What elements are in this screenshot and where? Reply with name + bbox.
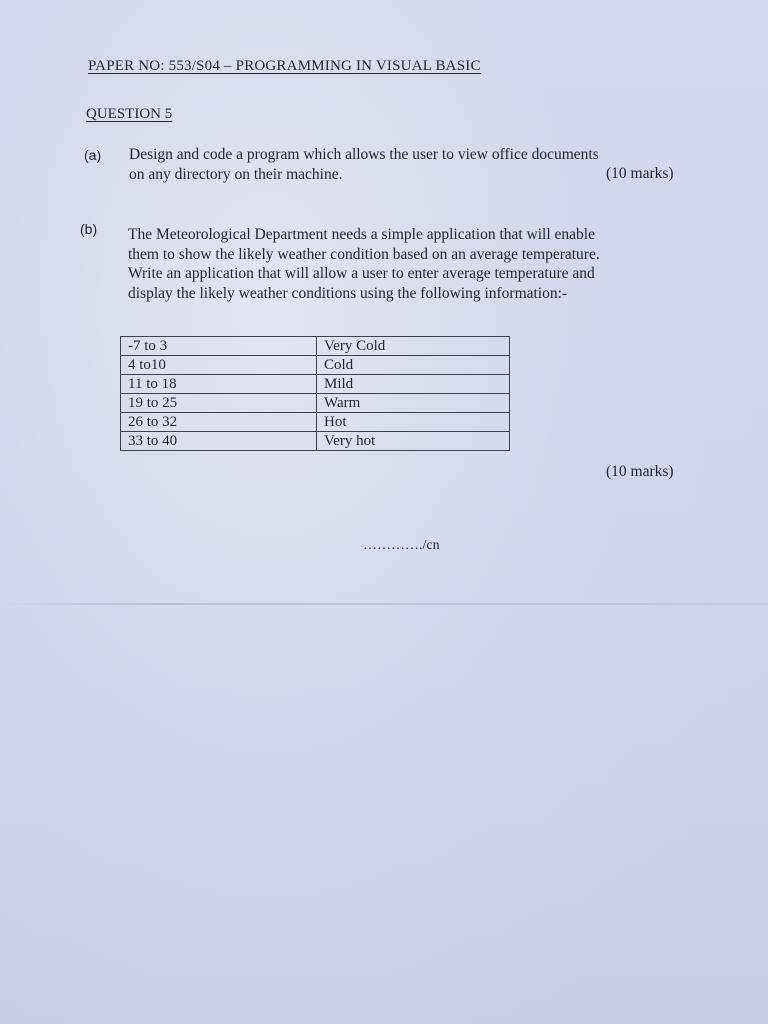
table-row bbox=[121, 394, 510, 413]
table-row bbox=[121, 413, 510, 432]
weather-condition-cell: Hot bbox=[317, 413, 510, 432]
temperature-range-cell: 26 to 32 bbox=[121, 413, 317, 432]
paper-header: PAPER NO: 553/S04 – PROGRAMMING IN VISUAL BASIC bbox=[88, 58, 481, 74]
temperature-range-cell: 11 to 18 bbox=[121, 375, 317, 394]
part-b-line: them to show the likely weather condition based on an average temperature. bbox=[128, 245, 600, 263]
part-b-label: (b) bbox=[80, 221, 98, 237]
temperature-conditions-table bbox=[120, 336, 510, 451]
temperature-range-cell: 19 to 25 bbox=[121, 394, 317, 413]
table-row bbox=[121, 356, 510, 375]
paper-fold-line bbox=[0, 603, 768, 605]
weather-condition-cell: Cold bbox=[317, 356, 510, 375]
part-a-line: on any directory on their machine. bbox=[129, 165, 343, 183]
table-row bbox=[121, 337, 510, 356]
weather-condition-cell: Mild bbox=[317, 375, 510, 394]
table-row bbox=[121, 432, 510, 451]
part-a-marks: (10 marks) bbox=[606, 165, 674, 182]
weather-condition-cell: Very Cold bbox=[317, 337, 510, 356]
part-a-label: (a) bbox=[84, 147, 102, 163]
weather-condition-cell: Warm bbox=[317, 394, 510, 413]
part-a-text bbox=[129, 145, 599, 184]
part-a-line: Design and code a program which allows the user to view office documents bbox=[129, 146, 599, 163]
part-b-line: The Meteorological Department needs a simple application that will enable bbox=[128, 226, 595, 243]
part-b-line: Write an application that will allow a user to enter average temperature and bbox=[128, 265, 595, 282]
part-b-marks: (10 marks) bbox=[606, 463, 674, 480]
temperature-range-cell: 33 to 40 bbox=[121, 432, 317, 451]
temperature-range-cell: -7 to 3 bbox=[121, 337, 317, 356]
part-b-line: display the likely weather conditions using the following information:- bbox=[128, 284, 568, 302]
table-row bbox=[121, 375, 510, 394]
weather-condition-cell: Very hot bbox=[317, 432, 510, 451]
part-b-text bbox=[128, 225, 600, 303]
continuation-marker: …………./cn bbox=[363, 538, 440, 553]
question-title: QUESTION 5 bbox=[86, 106, 173, 122]
temperature-range-cell: 4 to10 bbox=[121, 356, 317, 375]
